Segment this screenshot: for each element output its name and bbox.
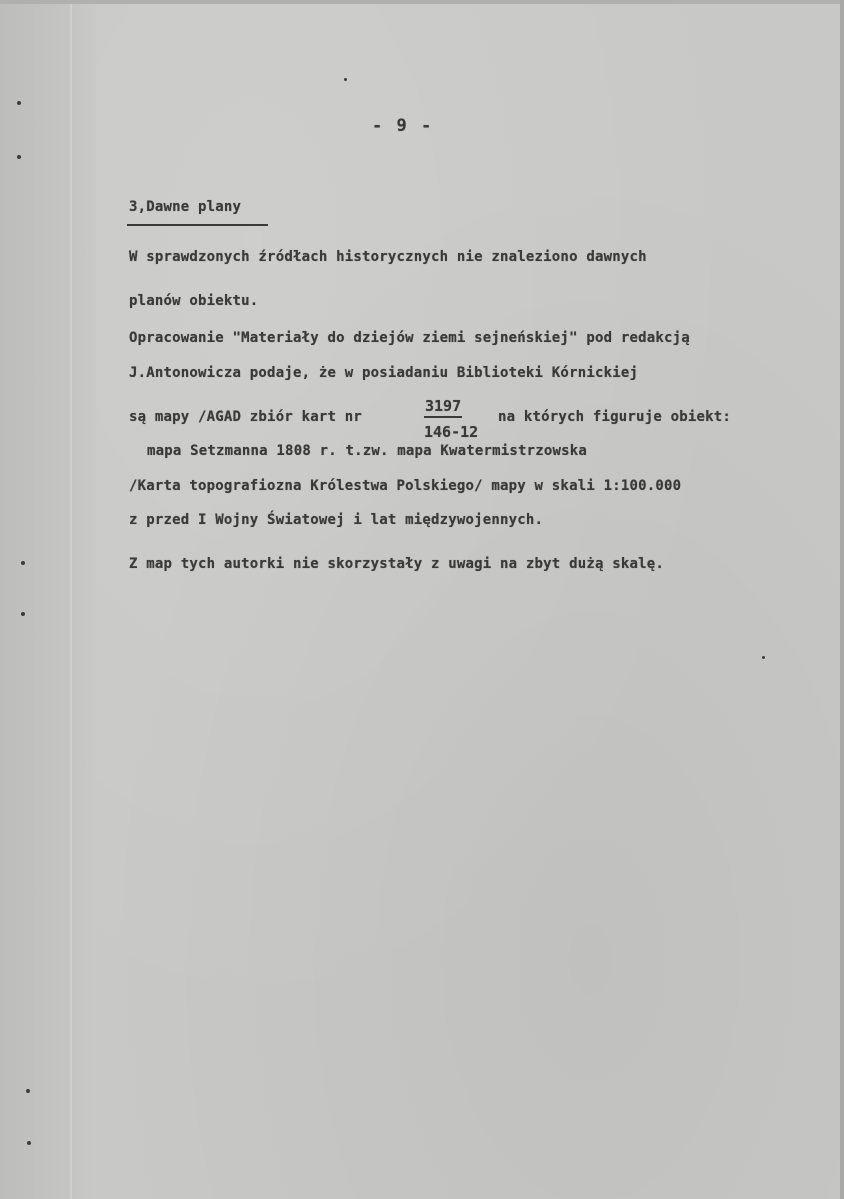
paper-speck	[27, 1141, 31, 1145]
text-line: Opracowanie "Materiały do dziejów ziemi sejneńskiej" pod redakcją	[129, 330, 690, 346]
fraction-denominator: 146-12	[424, 423, 479, 441]
text-line: W sprawdzonych źródłach historycznych nie znaleziono dawnych	[129, 249, 647, 265]
paper-speck	[21, 612, 25, 616]
paper-speck	[17, 155, 21, 159]
text-line: są mapy /AGAD zbiór kart nr	[129, 409, 362, 425]
text-line: na których figuruje obiekt:	[498, 409, 731, 425]
fraction-numerator: 3197	[424, 397, 462, 418]
text-line: /Karta topografiozna Królestwa Polskiego/ mapy w skali 1:100.000	[129, 478, 682, 494]
page-top-edge	[0, 0, 844, 4]
page-number: - 9 -	[372, 116, 434, 136]
section-heading: 3,Dawne plany	[129, 199, 242, 215]
text-line: mapa Setzmanna 1808 r. t.zw. mapa Kwatermistrzowska	[147, 443, 588, 459]
text-line: z przed I Wojny Światowej i lat międzywojennych.	[129, 512, 544, 528]
page-left-band	[0, 0, 96, 1199]
paper-speck	[17, 101, 21, 105]
text-line: planów obiektu.	[129, 293, 259, 309]
paper-speck	[344, 78, 347, 81]
page-right-edge	[840, 0, 844, 1199]
text-line: Z map tych autorki nie skorzystały z uwagi na zbyt dużą skalę.	[129, 556, 664, 572]
paper-speck	[762, 656, 765, 659]
text-line: J.Antonowicza podaje, że w posiadaniu Biblioteki Kórnickiej	[129, 365, 639, 381]
paper-speck	[26, 1089, 30, 1093]
heading-underline	[127, 224, 268, 226]
page-fold-line	[70, 0, 72, 1199]
paper-speck	[21, 561, 25, 565]
